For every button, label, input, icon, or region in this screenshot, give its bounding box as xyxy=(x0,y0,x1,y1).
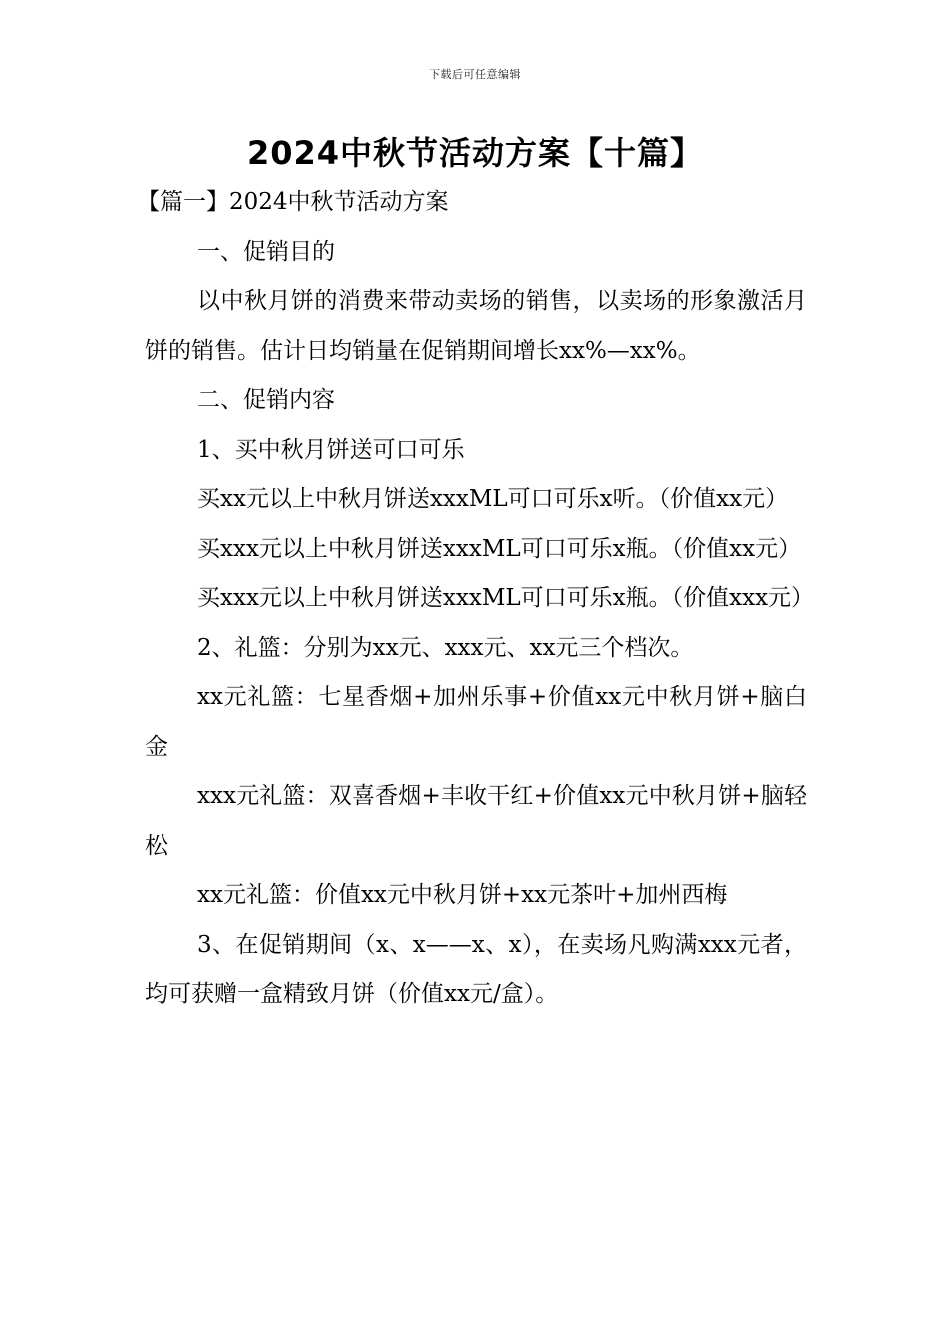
document-body xyxy=(137,178,815,1020)
section-heading: 【篇一】2024中秋节活动方案 xyxy=(137,189,449,215)
subheading-promotion-goal: 一、促销目的 xyxy=(197,238,335,265)
paragraph: xx元礼篮：价值xx元中秋月饼+xx元茶叶+加州西梅 xyxy=(197,882,728,908)
paragraph: xx元礼篮：七星香烟+加州乐事+价值xx元中秋月饼+脑白金 xyxy=(145,684,807,760)
paragraph: 买xx元以上中秋月饼送xxxML可口可乐x听。（价值xx元） xyxy=(197,486,789,512)
paragraph: xxx元礼篮：双喜香烟+丰收干红+价值xx元中秋月饼+脑轻松 xyxy=(145,783,807,859)
document-title: 2024中秋节活动方案【十篇】 xyxy=(246,134,704,172)
paragraph: 买xxx元以上中秋月饼送xxxML可口可乐x瓶。（价值xx元） xyxy=(197,535,802,562)
subheading-promotion-content: 二、促销内容 xyxy=(197,387,335,413)
paragraph: 买xxx元以上中秋月饼送xxxML可口可乐x瓶。（价值xxx元） xyxy=(197,585,815,611)
paragraph: 3、在促销期间（x、x——x、x），在卖场凡购满xxx元者，均可获赠一盒精致月饼（价值xx元/盒）。 xyxy=(145,931,807,1007)
list-item-heading: 1、买中秋月饼送可口可乐 xyxy=(197,436,465,463)
header-note: 下载后可任意编辑 xyxy=(429,68,521,81)
paragraph: 以中秋月饼的消费来带动卖场的销售，以卖场的形象激活月饼的销售。估计日均销量在促销期间增长xx%—xx%。 xyxy=(145,288,807,364)
list-item-heading: 2、礼篮：分别为xx元、xxx元、xx元三个档次。 xyxy=(197,634,694,661)
